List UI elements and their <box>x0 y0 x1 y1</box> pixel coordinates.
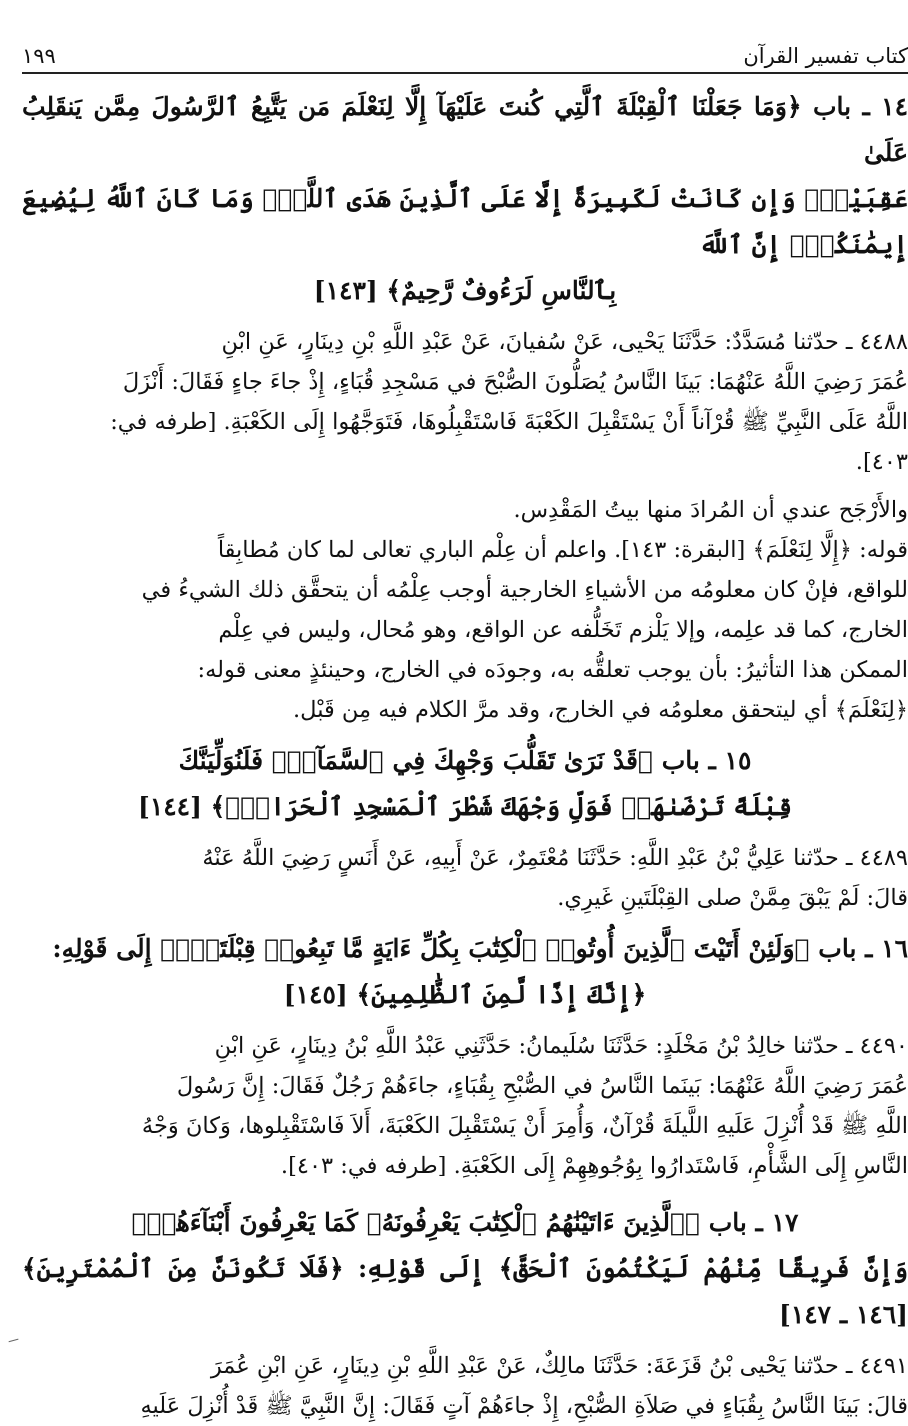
hadith-4490 <box>22 1026 908 1186</box>
heading-line: ١٦ ـ باب ﴿وَلَئِنْ أَتَيْتَ ٱلَّذِينَ أُوتُوا۟ ٱلْكِتَٰبَ بِكُلِّ ءَايَةٍ مَّا تَبِعُوا۟ قِبْلَتَكَۚ﴾ إِلَى قَوْلِهِ: <box>52 934 908 963</box>
book-title: كتاب تفسير القرآن <box>743 44 908 68</box>
heading-line: بِٱلنَّاسِ لَرَءُوفٌ رَّحِيمٌ﴾ [١٤٣] <box>313 276 617 305</box>
commentary-line: ﴿لِنَعْلَمَ﴾ أي ليتحقق معلومُه في الخارج، وقد مرَّ الكلام فيه مِن قَبْل. <box>293 697 908 723</box>
page-header <box>22 32 908 68</box>
page-number: ١٩٩ <box>22 44 56 68</box>
chapter-heading-15 <box>22 738 908 830</box>
hadith-line: ٤٤٨٩ ـ حدّثنا عَلِيُّ بْنُ عَبْدِ اللَّهِ: حَدَّثَنَا مُعْتَمِرٌ، عَنْ أَبِيهِ، عَنْ أَنَسٍ رَضِيَ اللَّهُ عَنْهُ <box>202 845 908 871</box>
hadith-line: قالَ: بَينَا النَّاسُ بِقُبَاءٍ في صَلاَةِ الصُّبْحِ، إِذْ جاءَهُمْ آتٍ فَقَالَ: إِنَّ النَّبِيَّ ﷺ قَدْ أُنْزِلَ عَلَيهِ <box>140 1393 908 1419</box>
hadith-line: ٤٤٩٠ ـ حدّثنا خالِدُ بْنُ مَخْلَدٍ: حَدَّثَنَا سُلَيمانُ: حَدَّثَنِي عَبْدُ اللَّهِ بْنُ دِينَارٍ، عَنِ ابْنِ <box>214 1033 908 1059</box>
hadith-line: النَّاسِ إِلَى الشَّأْمِ، فَاسْتَدارُوا بِوُجُوهِهِمْ إِلَى الكَعْبَةِ. [طرفه في: ٤٠٣]. <box>280 1153 908 1179</box>
hadith-line: ٤٤٩١ ـ حدّثنا يَحْيى بْنُ قَزَعَةَ: حَدَّثَنَا مالِكٌ، عَنْ عَبْدِ اللَّهِ بْنِ دِينَارٍ، عَنِ ابْنِ عُمَرَ <box>210 1353 908 1379</box>
hadith-line: ٤٠٣]. <box>855 449 908 475</box>
hadith-line: اللَّهُ عَلَى النَّبِيِّ ﷺ قُرْآناً أَنْ يَسْتَقْبِلَ الكَعْبَةَ فَاسْتَقْبِلُوهَا، فَتَوَجَّهُوا إِلَى الكَعْبَةِ. [طرفه في: <box>110 409 908 435</box>
header-rule <box>22 72 908 74</box>
heading-line: ١٤ ـ باب ﴿وَمَا جَعَلْنَا ٱلْقِبْلَةَ ٱلَّتِي كُنتَ عَلَيْهَآ إِلَّا لِنَعْلَمَ مَن يَتَّبِعُ ٱلرَّسُولَ مِمَّن يَنقَلِبُ عَلَىٰ <box>22 92 908 167</box>
heading-line: ١٥ ـ باب ﴿قَدْ نَرَىٰ تَقَلُّبَ وَجْهِكَ فِي ٱلسَّمَآءِۖ فَلَنُوَلِّيَنَّكَ <box>178 746 752 775</box>
chapter-heading-14 <box>22 84 908 314</box>
heading-line: وَإِنَّ فَرِيقًا مِّنْهُمْ لَيَكْتُمُونَ ٱلْحَقَّ﴾ إِلَى قَوْلِهِ: ﴿فَلَا تَكُونَنَّ مِنَ ٱلْمُمْتَرِينَ﴾ [١٤٦ ـ ١٤٧] <box>22 1254 908 1329</box>
heading-line: ١٧ ـ باب ﴿ٱلَّذِينَ ءَاتَيْنَٰهُمُ ٱلْكِتَٰبَ يَعْرِفُونَهُۥ كَمَا يَعْرِفُونَ أَبْنَآءَهُمْۖ <box>131 1208 799 1237</box>
hadith-line: عُمَرَ رَضِيَ اللَّهُ عَنْهُمَا: بَينَا النَّاسُ يُصَلُّونَ الصُّبْحَ في مَسْجِدِ قُبَاءٍ، إِذْ جاءَ جاءٍ فَقَالَ: أَنْزَلَ <box>122 369 908 395</box>
heading-line: ﴿إِنَّكَ إِذًا لَّمِنَ ٱلظَّٰلِمِينَ﴾ [١٤٥] <box>283 980 647 1009</box>
commentary-line: للواقع، فإنْ كان معلومُه من الأشياءِ الخارجية أوجب عِلْمُه أن يتحقَّق ذلك الشيءُ في <box>141 577 908 603</box>
chapter-heading-17 <box>22 1200 908 1338</box>
heading-line: عَقِبَيْهِۚ وَإِن كَانَتْ لَكَبِيرَةً إِلَّا عَلَى ٱلَّذِينَ هَدَى ٱللَّهُۗ وَمَا كَانَ ٱللَّهُ لِيُضِيعَ إِيمَٰنَكُمْۚ إِنَّ ٱللَّهَ <box>22 184 908 259</box>
commentary-line: والأَرْجَح عندي أن المُرادَ منها بيتُ المَقْدِس. <box>513 497 908 523</box>
chapter-heading-16 <box>22 926 908 1018</box>
page-body <box>22 84 908 1426</box>
commentary-line: قوله: ﴿إِلَّا لِنَعْلَمَ﴾ [البقرة: ١٤٣]. واعلم أن عِلْم الباري تعالى لما كان مُطابِقاً <box>217 537 908 563</box>
hadith-line: ٤٤٨٨ ـ حدّثنا مُسَدَّدٌ: حَدَّثَنَا يَحْيى، عَنْ سُفيانَ، عَنْ عَبْدِ اللَّهِ بْنِ دِينَارٍ، عَنِ ابْنِ <box>221 329 908 355</box>
commentary-line: الممكن هذا التأثيرُ: بأن يوجب تعلقُّه به، وجودَه في الخارج، وحينئذٍ معنى قوله: <box>197 657 908 683</box>
hadith-line: عُمَرَ رَضِيَ اللَّهُ عَنْهُمَا: بَينَما النَّاسُ في الصُّبْحِ بِقُبَاءٍ، جاءَهُمْ رَجُلٌ فَقَالَ: إِنَّ رَسُولَ <box>176 1073 908 1099</box>
hadith-line: قالَ: لَمْ يَبْقَ مِمَّنْ صلى القِبْلَتَينِ غَيرِي. <box>557 885 908 911</box>
hadith-4488 <box>22 322 908 482</box>
hadith-4491 <box>22 1346 908 1426</box>
margin-mark <box>8 1335 19 1342</box>
hadith-4489 <box>22 838 908 918</box>
hadith-line: اللَّهِ ﷺ قَدْ أُنْزِلَ عَلَيهِ اللَّيلَةَ قُرْآنٌ، وَأُمِرَ أَنْ يَسْتَقْبِلَ الكَعْبَةَ، أَلاَ فَاسْتَقْبِلوها، وَكانَ وَجْهُ <box>141 1113 908 1139</box>
commentary-line: الخارج، كما قد علِمه، وإلا يَلْزم تَخَلُّفه عن الواقع، وهو مُحال، وليس في عِلْم <box>218 617 908 643</box>
heading-line: قِبْلَةً تَرْضَىٰهَاۚ فَوَلِّ وَجْهَكَ شَطْرَ ٱلْمَسْجِدِ ٱلْحَرَامِۚ﴾ [١٤٤] <box>137 792 792 821</box>
commentary <box>22 490 908 730</box>
